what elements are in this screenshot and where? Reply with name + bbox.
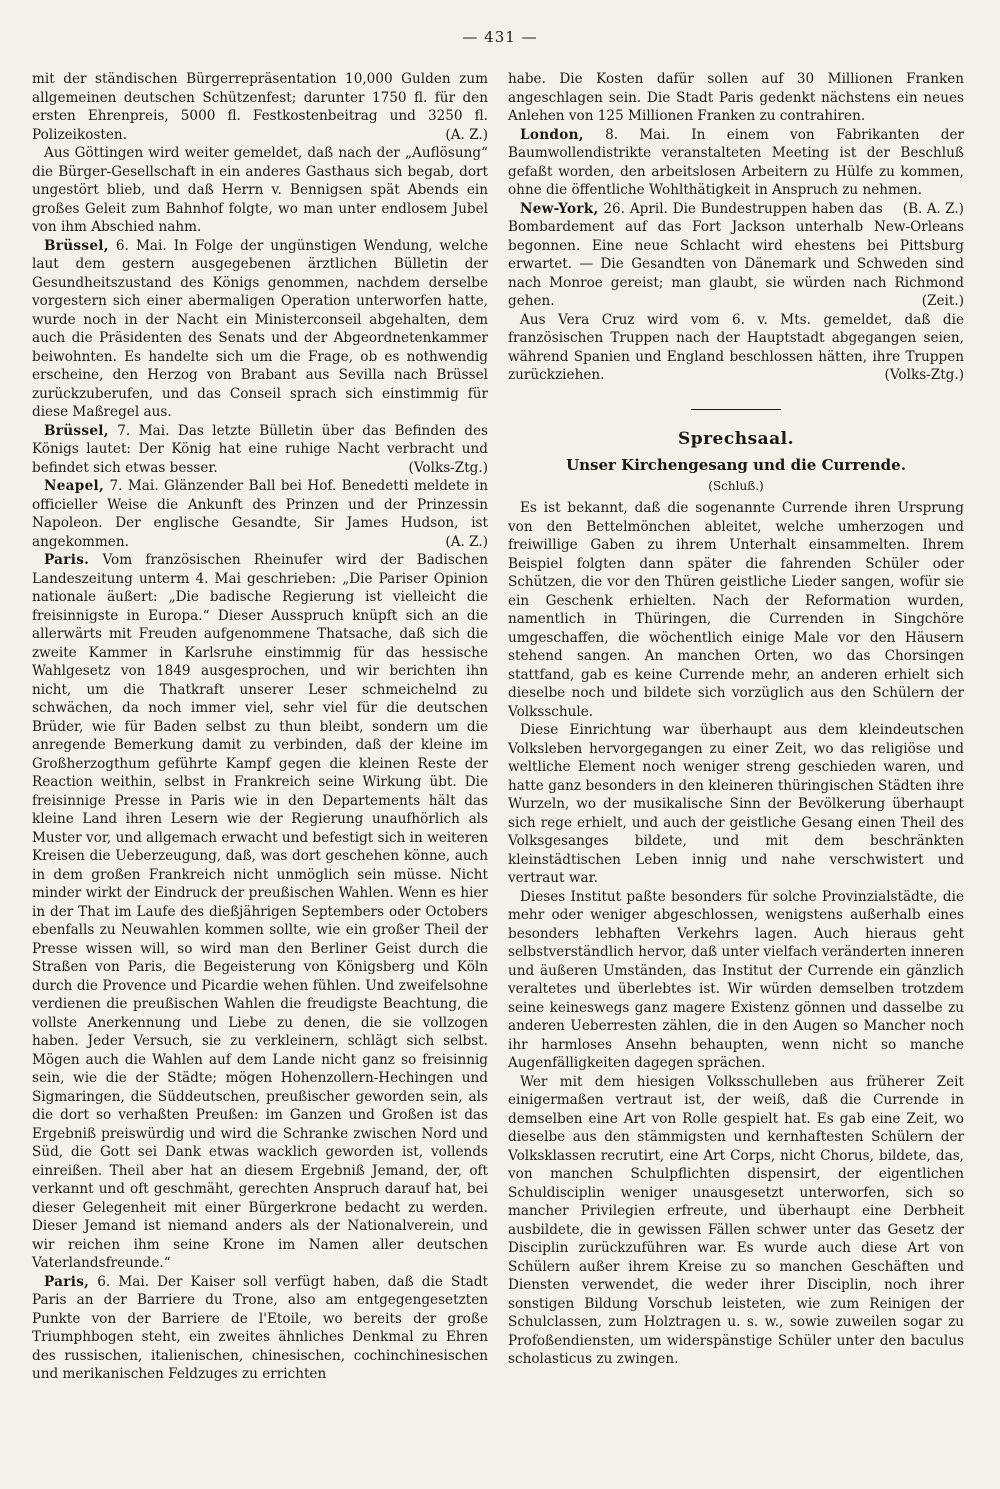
item-source: (Zeit.) bbox=[921, 293, 964, 309]
section-divider bbox=[691, 409, 781, 410]
item-text: Vom französischen Rheinufer wird der Badischen Landeszeitung unterm 4. Mai geschrieben: „Die Pariser Opinion nationale äußert: „Die badische Regierung ist vielleicht die freisinnigste in Europa.“ Dieser Ausspruch knüpft sich an die allerwärts mit Freuden aufgenommene Thatsache, daß sich die zweite Kammer in Karlsruhe einstimmig für das hessische Wahlgesetz von 1849 ausgesprochen, und wir berichten ihn nicht, um die Thatkraft unserer Leser schmeichelnd zu schwächen, da noch immer viel, sehr viel für die deutschen Brüder, wie für Baden selbst zu thun bleibt, sondern um die anregende Bemerkung damit zu verbinden, daß der kleine im Großherzogthum geführte Kampf gegen die kleinen Reste der Reaction weithin, selbst in Frankreich seine Wirkung übt. Die freisinnige Presse in Paris wie in den Departements hält das kleine Land ihren Lesern wie der Regierung unaufhörlich als Muster vor, und allgemach erwacht und befestigt sich in weiteren Kreisen die Ueberzeugung, daß, was dort geschehen könne, auch in dem großen Frankreich nicht unmöglich sein müsse. Nicht minder wirkt der Eindruck der preußischen Wahlen. Wenn es hier in der That im Laufe des dießjährigen Septembers oder Octobers ebenfalls zu Neuwahlen kommen sollte, wie ein großer Theil der Presse wissen will, so wird man den Berliner Geist durch die Straßen von Paris, die Begeisterung von Königsberg und Köln durch die Provence und Picardie wehen fühlen. Und zweifelsohne verdienen die preußischen Wahlen die freudigste Beachtung, die vollste Anerkennung und Liebe zu denen, die sie vollzogen haben. Jeder Versuch, sie zu verkleinern, schlägt sich selbst. Mögen auch die Wahlen auf dem Lande nicht ganz so freisinnig sein, wie die der Städte; mögen Hohenzollern-Hechingen und Sigmaringen, die Süddeutschen, preußischer geworden sein, als die dort so verhaßten Preußen: im Ganzen und Großen ist das Ergebniß preiswürdig und wird die Schranke zwischen Nord und Süd, die Gott sei Dank etwas wacklich geworden ist, vollends einreißen. Theil aber hat an diesem Ergebniß Jemand, der, oft verkannt und oft geschmäht, gerechten Anspruch darauf hat, bei dieser Gelegenheit mit einer Bürgerkrone bedacht zu werden. Dieser Jemand ist niemand anders als der Nationalverein, und wir reichen ihm seine Krone im Namen aller deutschen Vaterlandsfreunde.“ bbox=[32, 552, 488, 1271]
item-text: habe. Die Kosten dafür sollen auf 30 Millionen Franken angeschlagen sein. Die Stadt Paris gedenkt nächstens ein neues Anlehen von 125 Millionen Franken zu contrahiren. bbox=[508, 71, 964, 124]
left-column bbox=[32, 70, 488, 1384]
right-column bbox=[508, 70, 964, 1369]
page-number: — 431 — bbox=[462, 28, 538, 46]
news-item bbox=[508, 70, 964, 126]
item-text: Aus Göttingen wird weiter gemeldet, daß nach der „Auflösung“ die Bürger-Gesellschaft in ein anderes Gasthaus sich begab, dort ungestört blieb, und daß Herrn v. Bennigsen spät Abends ein großes Geleit zum Bahnhof folgte, wo man unter endlosem Jubel von ihm Abschied nahm. bbox=[32, 145, 488, 235]
item-text: 6. Mai. In Folge der ungünstigen Wendung, welche laut dem gestern ausgegebenen ärztlichen Bülletin der Gesundheitszustand des Königs genommen, nachdem derselbe vorgestern sich einer abermaligen Operation unterworfen hatte, wurde noch in der Nacht ein Ministerconseil abgehalten, dem auch die Präsidenten des Senats und der Abgeordnetenkammer beiwohnten. Es handelte sich um die Frage, ob es nothwendig erscheine, den Herzog von Brabant aus Sevilla nach Brüssel zurückzuberufen, und das Conseil sprach sich einstimmig für diese Maßregel aus. bbox=[32, 237, 488, 420]
item-text: 6. Mai. Der Kaiser soll verfügt haben, daß die Stadt Paris an der Barriere du Trone, also am entgegengesetzten Punkte von der Barriere de l'Etoile, wo bereits der große Triumphbogen steht, ein zweites ähnliches Denkmal zu Ehren des russischen, italienischen, chinesischen, cochinchinesischen und merikanischen Feldzuges zu errichten bbox=[32, 1273, 488, 1382]
item-text: 26. April. Die Bundestruppen haben das Bombardement auf das Fort Jackson unterhalb New-Orleans begonnen. Eine neue Schlacht wird ehestens bei Pittsburg erwartet. — Die Gesandten von Dänemark und Schweden sind nach Monroe gereist; man glaubt, sie würden nach Richmond gehen. bbox=[508, 200, 964, 309]
item-place: Brüssel, bbox=[44, 237, 109, 254]
section-heading: Sprechsaal. bbox=[677, 428, 795, 449]
news-item bbox=[32, 422, 488, 478]
article-title: Unser Kirchengesang und die Currende. bbox=[566, 456, 906, 474]
item-place: New-York, bbox=[520, 200, 599, 217]
news-item bbox=[32, 1273, 488, 1384]
article-paragraph: Diese Einrichtung war überhaupt aus dem kleindeutschen Volksleben hervorgegangen zu einer Zeit, wo das religiöse und weltliche Element noch weniger streng geschieden waren, und hatte ganz besonders in den kleineren thüringischen Städten ihre Wurzeln, wo der musikalische Sinn der Bevölkerung überhaupt sich rege erhielt, und auch der geistliche Gesang einen Theil des Volksgesanges bildete, und mit dem beschränkten kleinstädtischen Leben innig und nahe verschwistert und vertraut war. bbox=[508, 722, 964, 886]
item-place: Neapel, bbox=[44, 478, 105, 494]
article-subtitle: (Schluß.) bbox=[708, 478, 764, 493]
item-place: Brüssel, bbox=[44, 422, 109, 439]
news-item bbox=[508, 311, 964, 385]
article-paragraph: Es ist bekannt, daß die sogenannte Currende ihren Ursprung von den Bettelmönchen ableitet, welche umherzogen und freiwillige Gaben zu ihrem Unterhalt einsammelten. Ihrem Beispiel folgten dann später die fahrenden Schüler oder Schützen, die vor den Thüren geistliche Lieder sangen, wofür sie ein Geschenk erhielten. Nach der Reformation wurden, namentlich in Thüringen, die Currenden in Singchöre umgeschaffen, die wöchentlich einige Male vor den Häusern stehend sangen. An manchen Orten, wo das Chorsingen stattfand, gab es keine Currende mehr, an anderen erhielt sich dieselbe noch und bildete sich vorzüglich aus den Schülern der Volksschule. bbox=[508, 500, 964, 720]
item-text: 7. Mai. Das letzte Bülletin über das Befinden des Königs lautet: Der König hat eine ruhige Nacht verbracht und befindet sich etwas besser. bbox=[32, 422, 488, 476]
item-place: Paris. bbox=[44, 552, 90, 568]
item-source: (B. A. Z.) bbox=[902, 200, 964, 217]
item-text: Aus Vera Cruz wird vom 6. v. Mts. gemeldet, daß die französischen Truppen nach der Hauptstadt abgegangen seien, während Spanien und England beschlossen hätten, ihre Truppen zurückziehen. bbox=[508, 311, 964, 383]
item-source: (Volks-Ztg.) bbox=[408, 459, 488, 476]
item-source: (A. Z.) bbox=[445, 126, 488, 143]
news-item bbox=[32, 551, 488, 1273]
item-place: Paris, bbox=[44, 1273, 90, 1290]
item-text: 7. Mai. Glänzender Ball bei Hof. Benedetti meldete in officieller Weise die Ankunft des Prinzen und der Prinzessin Napoleon. Der englische Gesandte, Sir James Hudson, ist angekommen. bbox=[32, 478, 488, 550]
item-place: London, bbox=[520, 126, 584, 143]
article-paragraph: Dieses Institut paßte besonders für solche Provinzialstädte, die mehr oder weniger abgeschlossen, wenigstens außerhalb eines besonders lebhaften Verkehrs lagen. Auch hieraus geht selbstverständlich hervor, daß unter vielfach veränderten inneren und äußeren Umständen, das Institut der Currende ein gänzlich veraltetes und überlebtes ist. Wir würden demselben trotzdem seine keineswegs ganz magere Existenz gönnen und dasselbe zu anderen Ueberresten zählen, die in den Augen so Mancher noch ihr harmloses Ansehn behaupten, wenn nicht so manche Augenfälligkeiten dagegen sprächen. bbox=[508, 888, 964, 1071]
item-text: 8. Mai. In einem von Fabrikanten der Baumwollendistrikte veranstalteten Meeting ist der Beschluß gefaßt worden, den arbeitslosen Arbeitern zu Hülfe zu kommen, ohne die öffentliche Wohlthätigkeit in Anspruch zu nehmen. bbox=[508, 126, 964, 198]
item-source: (Volks-Ztg.) bbox=[884, 367, 964, 383]
item-text: mit der ständischen Bürgerrepräsentation 10,000 Gulden zum allgemeinen deutschen Schützenfest; darunter 1750 fl. für den ersten Ehrenpreis, 5000 fl. Festkostenbeitrag und 3250 fl. Polizeikosten. bbox=[32, 71, 488, 143]
news-item bbox=[32, 70, 488, 144]
article-paragraph: Wer mit dem hiesigen Volksschulleben aus früherer Zeit einigermaßen vertraut ist, der weiß, daß die Currende in demselben eine Art von Rolle gespielt hat. Es gab eine Zeit, wo dieselbe aus den stämmigsten und kernhaftesten Schülern der Volksklassen recrutirt, eine Art Corps, nicht Chorus, bildete, das, von manchen Schulpflichten dispensirt, der eigentlichen Schuldisciplin weniger unausgesetzt unterworfen, sich so mancher Privilegien erfreute, und überhaupt eine Derbheit ausbildete, die in gewissen Fällen schwer unter das Gesetz der Disciplin zurückzuführen war. Es wurde auch diese Art von Schülern außer ihrem Kreise zu so manchen Geschäften und Diensten verwendet, die weder ihrer Disciplin, noch ihrer sonstigen Bildung Vorschub leisteten, wie zum Reinigen der Schulclassen, zum Holztragen u. s. w., sowie zuweilen sogar zu Profoßendiensten, um widerspänstige Schüler unter den baculus scholasticus zu zwingen. bbox=[508, 1073, 964, 1367]
item-source: (A. Z.) bbox=[445, 533, 488, 550]
news-item bbox=[32, 237, 488, 422]
news-item bbox=[32, 477, 488, 551]
news-item bbox=[32, 144, 488, 237]
